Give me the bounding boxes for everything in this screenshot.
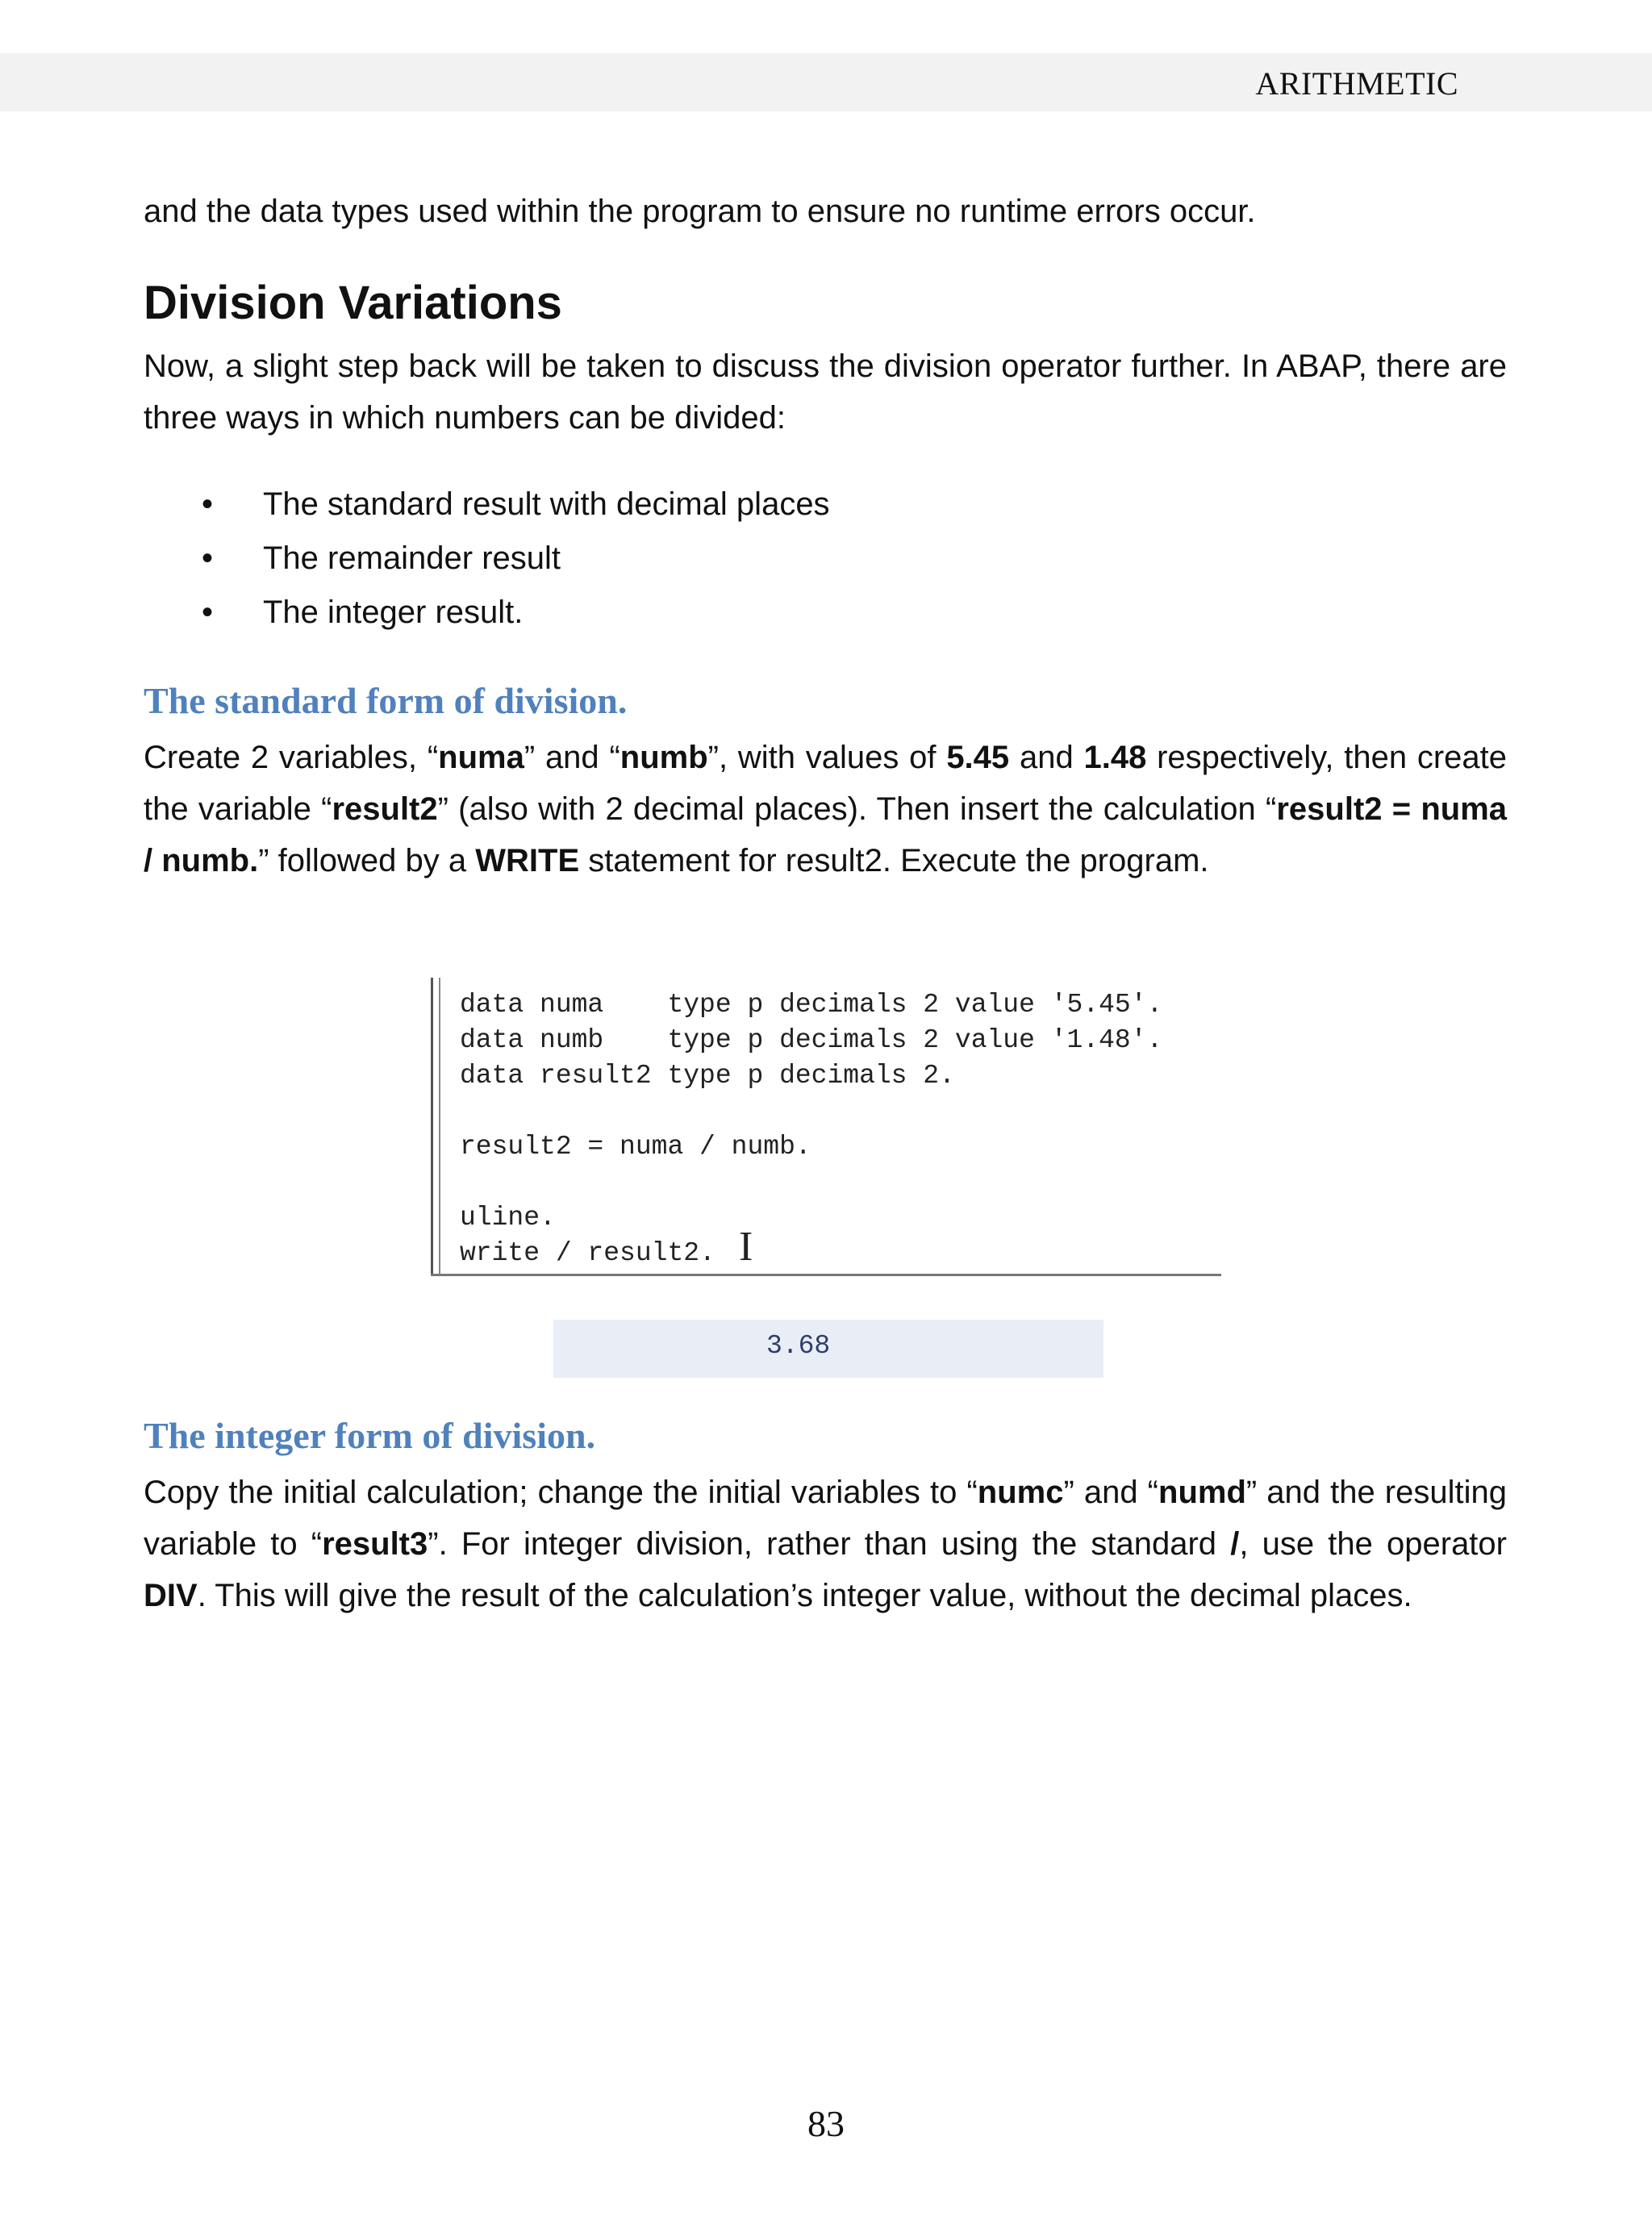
abap-code-block: data numa type p decimals 2 value '5.45'. data numb type p decimals 2 value '1.48'. data result2 type p decimals 2. result2 = numa / numb. uline. write / result2.	[460, 990, 1163, 1268]
section-heading: Division Variations	[144, 277, 562, 329]
code-editor-screenshot	[431, 978, 1221, 1276]
editor-bottom-border	[431, 1274, 1221, 1276]
list-item: • The integer result.	[144, 586, 1507, 640]
editor-gutter-line	[439, 978, 440, 1276]
page-content-upper	[144, 186, 1507, 887]
integer-division-paragraph: Copy the initial calculation; change the initial variables to “numc” and “numd” and the resulting variable to “result3”. For integer division, rather than using the standard /, use the operator DIV. This will give the result of the calculation’s integer value, without the decimal places.	[144, 1475, 1507, 1613]
running-head-title: ARITHMETIC	[1255, 65, 1458, 102]
integer-division-heading: The integer form of division.	[144, 1415, 596, 1456]
section-body: Now, a slight step back will be taken to discuss the division operator further. In ABAP, there are three ways in which numbers can be divided:	[144, 348, 1507, 436]
text-cursor-icon: I	[739, 1224, 753, 1270]
standard-division-heading: The standard form of division.	[144, 680, 628, 721]
output-value: 3.68	[766, 1331, 831, 1361]
page-content-lower	[144, 1410, 1507, 1621]
bullet-icon: •	[202, 486, 214, 522]
bullet-icon: •	[202, 540, 214, 576]
editor-gutter-line	[431, 978, 433, 1276]
intro-paragraph: and the data types used within the program to ensure no runtime errors occur.	[144, 194, 1256, 229]
bullet-icon: •	[202, 595, 214, 630]
program-output-screenshot	[553, 1320, 1103, 1378]
page-number: 83	[807, 2103, 845, 2144]
list-item: • The standard result with decimal places	[144, 478, 1507, 532]
standard-division-paragraph: Create 2 variables, “numa” and “numb”, with values of 5.45 and 1.48 respectively, then create the variable “result2” (also with 2 decimal places). Then insert the calculation “result2 = numa / numb.” followed by a WRITE statement for result2. Execute the program.	[144, 740, 1508, 878]
list-item: • The remainder result	[144, 532, 1507, 586]
division-types-list	[144, 478, 1507, 640]
